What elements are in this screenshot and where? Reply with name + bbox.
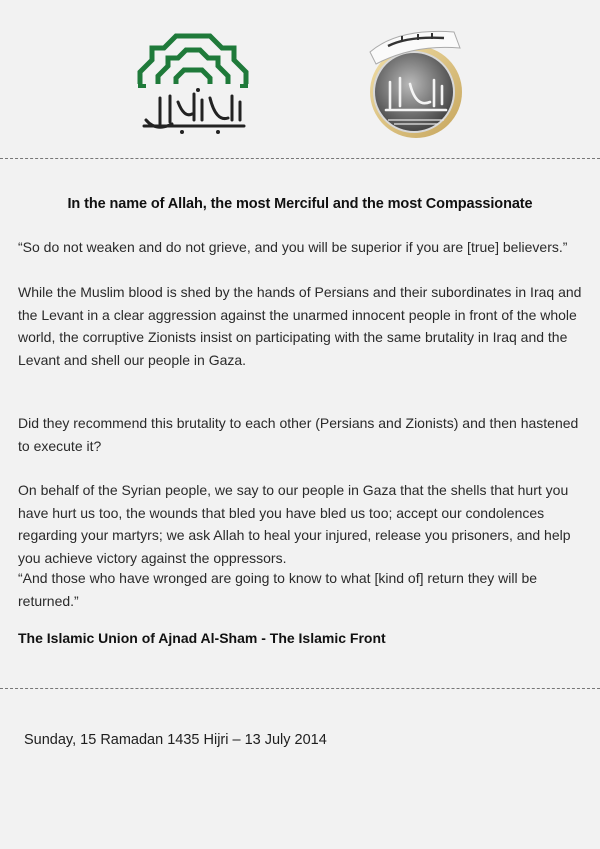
islamic-union-ajnad-al-sham-emblem xyxy=(358,22,470,140)
bottom-divider xyxy=(0,688,600,689)
header-logos xyxy=(0,0,600,150)
body-paragraph xyxy=(18,412,584,457)
paragraph-text: “And those who have wronged are going to know to what [kind of] return they will be returned.” xyxy=(18,570,538,609)
signature: The Islamic Union of Ajnad Al-Sham - The Islamic Front xyxy=(18,630,386,646)
paragraph-text: “So do not weaken and do not grieve, and you will be superior if you are [true] believers.” xyxy=(18,239,568,255)
paragraph-text: Did they recommend this brutality to each other (Persians and Zionists) and then hastened to execute it? xyxy=(18,415,579,454)
document-title: In the name of Allah, the most Merciful and the most Compassionate xyxy=(67,196,533,212)
paragraph-text: While the Muslim blood is shed by the hands of Persians and their subordinates in Iraq and the Levant in a clear aggression against the unarmed innocent people in front of the whole world, the corruptive Zionists insist on participating with the same brutality in Iraq and the Levant and shell our people in Gaza. xyxy=(18,284,582,368)
quote-paragraph xyxy=(18,236,584,259)
top-divider xyxy=(0,158,600,159)
islamic-front-logo xyxy=(132,28,254,138)
document-date: Sunday, 15 Ramadan 1435 Hijri – 13 July 2014 xyxy=(24,732,327,748)
body-paragraph xyxy=(18,479,584,569)
body-paragraph xyxy=(18,281,584,371)
closing-quote-paragraph xyxy=(18,567,584,612)
paragraph-text: On behalf of the Syrian people, we say to our people in Gaza that the shells that hurt you have hurt us too, the wounds that bled you have bled us too; accept our condolences regarding your martyrs; we ask Allah to heal your injured, release you prisoners, and help you achieve victory against the oppressors. xyxy=(18,482,571,566)
